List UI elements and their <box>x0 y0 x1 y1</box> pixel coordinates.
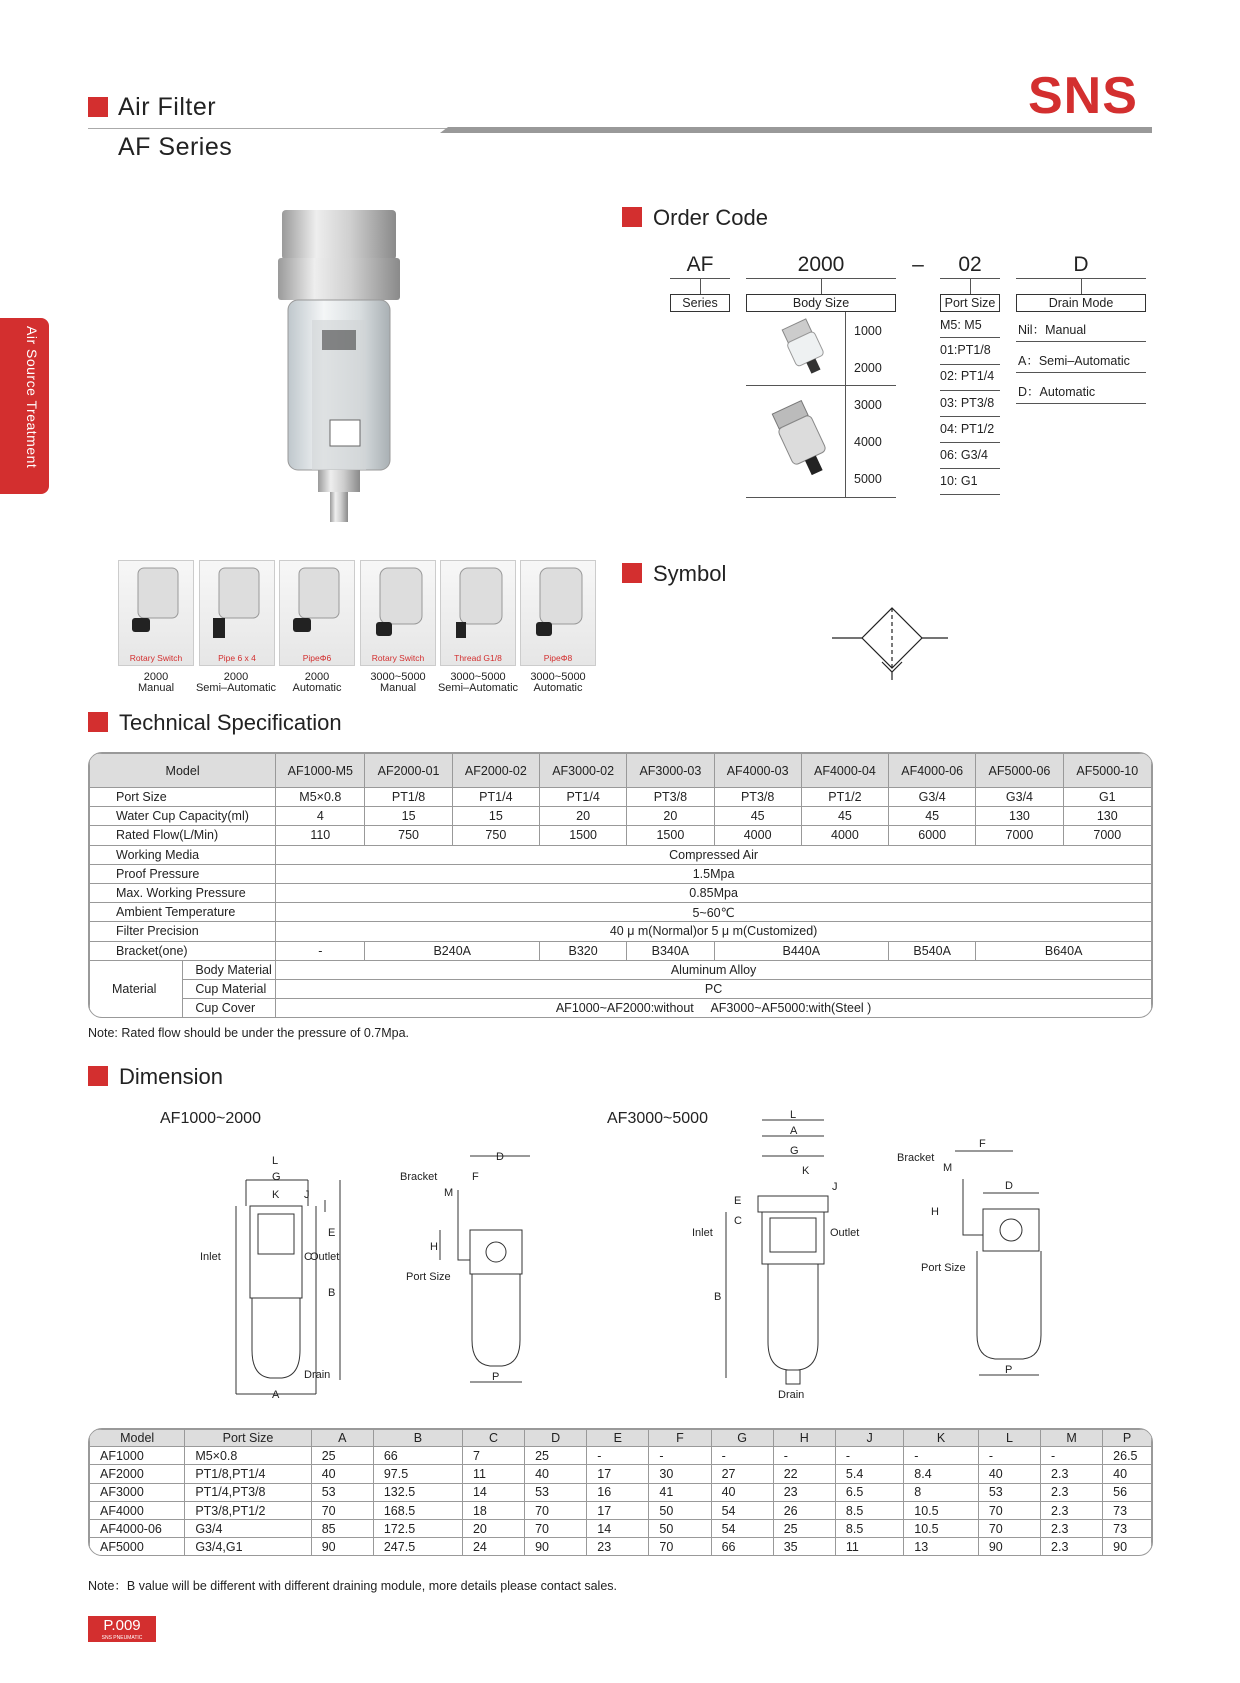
thumbnail-tag: Rotary Switch <box>371 653 425 663</box>
symbol-marker <box>622 563 642 583</box>
brand-logo: SNS <box>1028 67 1138 125</box>
model-cell: AF4000-04 <box>801 754 888 788</box>
thumbnail-caption-4: 3000~5000 Manual <box>370 671 426 694</box>
dim-label-c: C <box>734 1215 742 1227</box>
side-tab-label: Air Source Treatment <box>24 326 40 469</box>
dim-label-l: L <box>272 1155 279 1167</box>
spec-row-port-size: Port Size M5×0.8 PT1/8 PT1/4 PT1/4 PT3/8 PT3/8 PT1/2 G3/4 G3/4 G1 <box>90 788 1152 807</box>
code-series: AF <box>686 253 714 276</box>
dim-label-a: A <box>790 1125 798 1137</box>
dim-label-inlet: Inlet <box>692 1227 713 1239</box>
thumbnail-caption-1: 2000 Manual <box>137 671 175 694</box>
dim-label-k: K <box>802 1165 810 1177</box>
model-cell: AF4000-03 <box>714 754 801 788</box>
thumbnail-caption-3: 2000 Automatic <box>292 671 342 694</box>
model-cell: AF2000-01 <box>365 754 452 788</box>
table-row: AF3000 PT1/4,PT3/8 53 132.5 14 53 16 41 40 23 6.5 8 53 2.3 56 <box>90 1483 1152 1501</box>
dim-label-d: D <box>1005 1180 1013 1192</box>
thumbnail-tag: PipeΦ8 <box>543 653 573 663</box>
code-port-size: 02 <box>958 253 982 276</box>
spec-row-body-material: Material Body Material Aluminum Alloy <box>90 960 1152 979</box>
table-row: AF4000-06 G3/4 85 172.5 20 70 14 50 54 25 8.5 10.5 70 2.3 73 <box>90 1520 1152 1538</box>
dim-label-g: G <box>272 1171 281 1183</box>
spec-row-proof-pressure: Proof Pressure 1.5Mpa <box>90 864 1152 883</box>
model-cell: AF4000-06 <box>889 754 976 788</box>
dim-label-d: D <box>496 1151 504 1163</box>
page-caption: SNS PNEUMATIC <box>101 1635 143 1641</box>
code-dash: – <box>912 253 924 276</box>
thumbnail-caption-5: 3000~5000 Semi–Automatic <box>437 671 519 694</box>
body-size-2000: 2000 <box>854 361 882 375</box>
dimension-group-b: AF3000~5000 <box>607 1110 708 1127</box>
port-06: 06: G3/4 <box>940 448 988 462</box>
dim-label-p: P <box>492 1371 500 1383</box>
dimension-table <box>88 1428 1153 1556</box>
dim-label-e: E <box>734 1195 742 1207</box>
label-port-size: Port Size <box>940 294 1000 312</box>
spec-row-water-cup: Water Cup Capacity(ml) 4 15 15 20 20 45 45 45 130 130 <box>90 807 1152 826</box>
label-drain-mode: Drain Mode <box>1016 294 1146 312</box>
spec-row-rated-flow: Rated Flow(L/Min) 110 750 750 1500 1500 4000 4000 6000 7000 7000 <box>90 826 1152 845</box>
dim-label-port-size: Port Size <box>921 1262 966 1274</box>
code-body-size: 2000 <box>797 253 845 276</box>
page-title: Air Filter <box>118 93 217 121</box>
dimension-heading: Dimension <box>119 1064 223 1089</box>
dim-label-e: E <box>328 1227 336 1239</box>
thumbnail-tag: Rotary Switch <box>129 653 183 663</box>
dim-label-drain: Drain <box>304 1369 331 1381</box>
dim-label-drain: Drain <box>778 1389 805 1400</box>
order-code-heading: Order Code <box>653 205 768 230</box>
dimension-group-a: AF1000~2000 <box>160 1110 261 1127</box>
spec-header-row <box>90 754 1152 788</box>
table-row: AF4000 PT3/8,PT1/2 70 168.5 18 70 17 50 54 26 8.5 10.5 70 2.3 73 <box>90 1501 1152 1519</box>
dim-label-inlet: Inlet <box>200 1251 221 1263</box>
port-01: 01:PT1/8 <box>940 343 991 357</box>
thumbnail-tag: Thread G1/8 <box>454 653 502 663</box>
body-size-4000: 4000 <box>854 435 882 449</box>
spec-row-cup-cover: Cup Cover AF1000~AF2000:without AF3000~AF5000:with(Steel ) <box>90 999 1152 1018</box>
thumbnail-drawings <box>118 560 598 652</box>
series-title: AF Series <box>118 133 233 161</box>
tech-spec-marker <box>88 712 108 732</box>
body-size-1000: 1000 <box>854 324 882 338</box>
model-cell: AF3000-03 <box>627 754 714 788</box>
page-number: P.009 SNS PNEUMATIC <box>88 1616 156 1642</box>
dim-label-bracket: Bracket <box>897 1152 935 1164</box>
dim-label-p: P <box>1005 1364 1013 1376</box>
spec-row-ambient-temp: Ambient Temperature 5~60℃ <box>90 903 1152 922</box>
dim-label-j: J <box>832 1181 838 1193</box>
tech-spec-heading: Technical Specification <box>119 710 342 735</box>
drawing-af3000-side <box>895 1135 1045 1385</box>
drain-a: A：Semi–Automatic <box>1018 354 1130 368</box>
spec-model-label: Model <box>90 754 276 788</box>
dim-label-bracket: Bracket <box>400 1171 438 1183</box>
dimension-note: Note：B value will be different with different draining module, more details please contact sales. <box>88 1579 617 1593</box>
order-code-marker <box>622 207 642 227</box>
side-tab <box>0 318 49 494</box>
dimension-marker <box>88 1066 108 1086</box>
body-size-5000: 5000 <box>854 472 882 486</box>
spec-row-cup-material: Cup Material PC <box>90 979 1152 998</box>
model-cell: AF2000-02 <box>452 754 539 788</box>
header-rule-accent <box>440 127 1152 133</box>
thumbnail-tag: Pipe 6 x 4 <box>218 653 256 663</box>
label-body-size: Body Size <box>746 294 896 312</box>
drawing-af1000-front <box>200 1150 370 1400</box>
dim-label-h: H <box>430 1241 438 1253</box>
small-filter-image <box>770 318 840 378</box>
dim-label-m: M <box>943 1162 953 1174</box>
thumbnail-caption-6: 3000~5000 Automatic <box>530 671 586 694</box>
port-02: 02: PT1/4 <box>940 369 995 383</box>
material-label: Material <box>90 960 183 1018</box>
dim-label-a: A <box>272 1389 280 1400</box>
port-10: 10: G1 <box>940 474 978 488</box>
drain-d: D：Automatic <box>1018 385 1096 399</box>
drawing-af3000-front <box>690 1110 880 1400</box>
tech-spec-table <box>88 752 1153 1018</box>
large-filter-image <box>762 400 842 482</box>
code-drain-mode: D <box>1073 253 1089 276</box>
model-cell: AF5000-10 <box>1063 754 1151 788</box>
dim-label-m: M <box>444 1187 454 1199</box>
dim-header-row: Model Port Size A B C D E F G H J K L M P <box>90 1430 1152 1447</box>
dim-label-outlet: Outlet <box>310 1251 340 1263</box>
symbol-heading: Symbol <box>653 561 727 586</box>
dim-label-h: H <box>931 1206 939 1218</box>
port-03: 03: PT3/8 <box>940 396 995 410</box>
model-cell: AF1000-M5 <box>276 754 365 788</box>
model-cell: AF5000-06 <box>976 754 1063 788</box>
label-series: Series <box>670 294 730 312</box>
drain-nil: Nil：Manual <box>1018 323 1087 337</box>
dim-label-g: G <box>790 1145 799 1157</box>
dim-label-k: K <box>272 1189 280 1201</box>
thumbnail-caption-2: 2000 Semi–Automatic <box>195 671 277 694</box>
title-marker <box>88 97 108 117</box>
dim-label-f: F <box>979 1138 986 1150</box>
dim-label-f: F <box>472 1171 479 1183</box>
port-04: 04: PT1/2 <box>940 422 995 436</box>
spec-row-filter-precision: Filter Precision 40 μ m(Normal)or 5 μ m(Customized) <box>90 922 1152 941</box>
port-m5: M5: M5 <box>940 318 982 332</box>
dim-label-b: B <box>328 1287 336 1299</box>
spec-row-bracket: Bracket(one) - B240A B320 B340A B440A B540A B640A <box>90 941 1152 960</box>
table-row: AF2000 PT1/8,PT1/4 40 97.5 11 40 17 30 27 22 5.4 8.4 40 2.3 40 <box>90 1465 1152 1483</box>
dim-label-outlet: Outlet <box>830 1227 860 1239</box>
dim-label-c: C <box>304 1251 312 1263</box>
spec-row-max-pressure: Max. Working Pressure 0.85Mpa <box>90 883 1152 902</box>
table-row: AF5000 G3/4,G1 90 247.5 24 90 23 70 66 35 11 13 90 2.3 90 <box>90 1538 1152 1556</box>
dim-label-b: B <box>714 1291 722 1303</box>
tech-spec-note: Note: Rated flow should be under the pressure of 0.7Mpa. <box>88 1026 410 1040</box>
product-image <box>270 200 410 530</box>
spec-row-working-media: Working Media Compressed Air <box>90 845 1152 864</box>
dim-label-port-size: Port Size <box>406 1271 451 1283</box>
filter-symbol <box>830 606 950 682</box>
table-row: AF1000 M5×0.8 25 66 7 25 - - - - - - - - 26.5 <box>90 1447 1152 1465</box>
dim-label-l: L <box>790 1110 797 1121</box>
model-cell: AF3000-02 <box>539 754 626 788</box>
thumbnail-tag: PipeΦ6 <box>302 653 332 663</box>
body-size-3000: 3000 <box>854 398 882 412</box>
dim-label-j: J <box>304 1189 310 1201</box>
drawing-af1000-side <box>400 1150 550 1390</box>
